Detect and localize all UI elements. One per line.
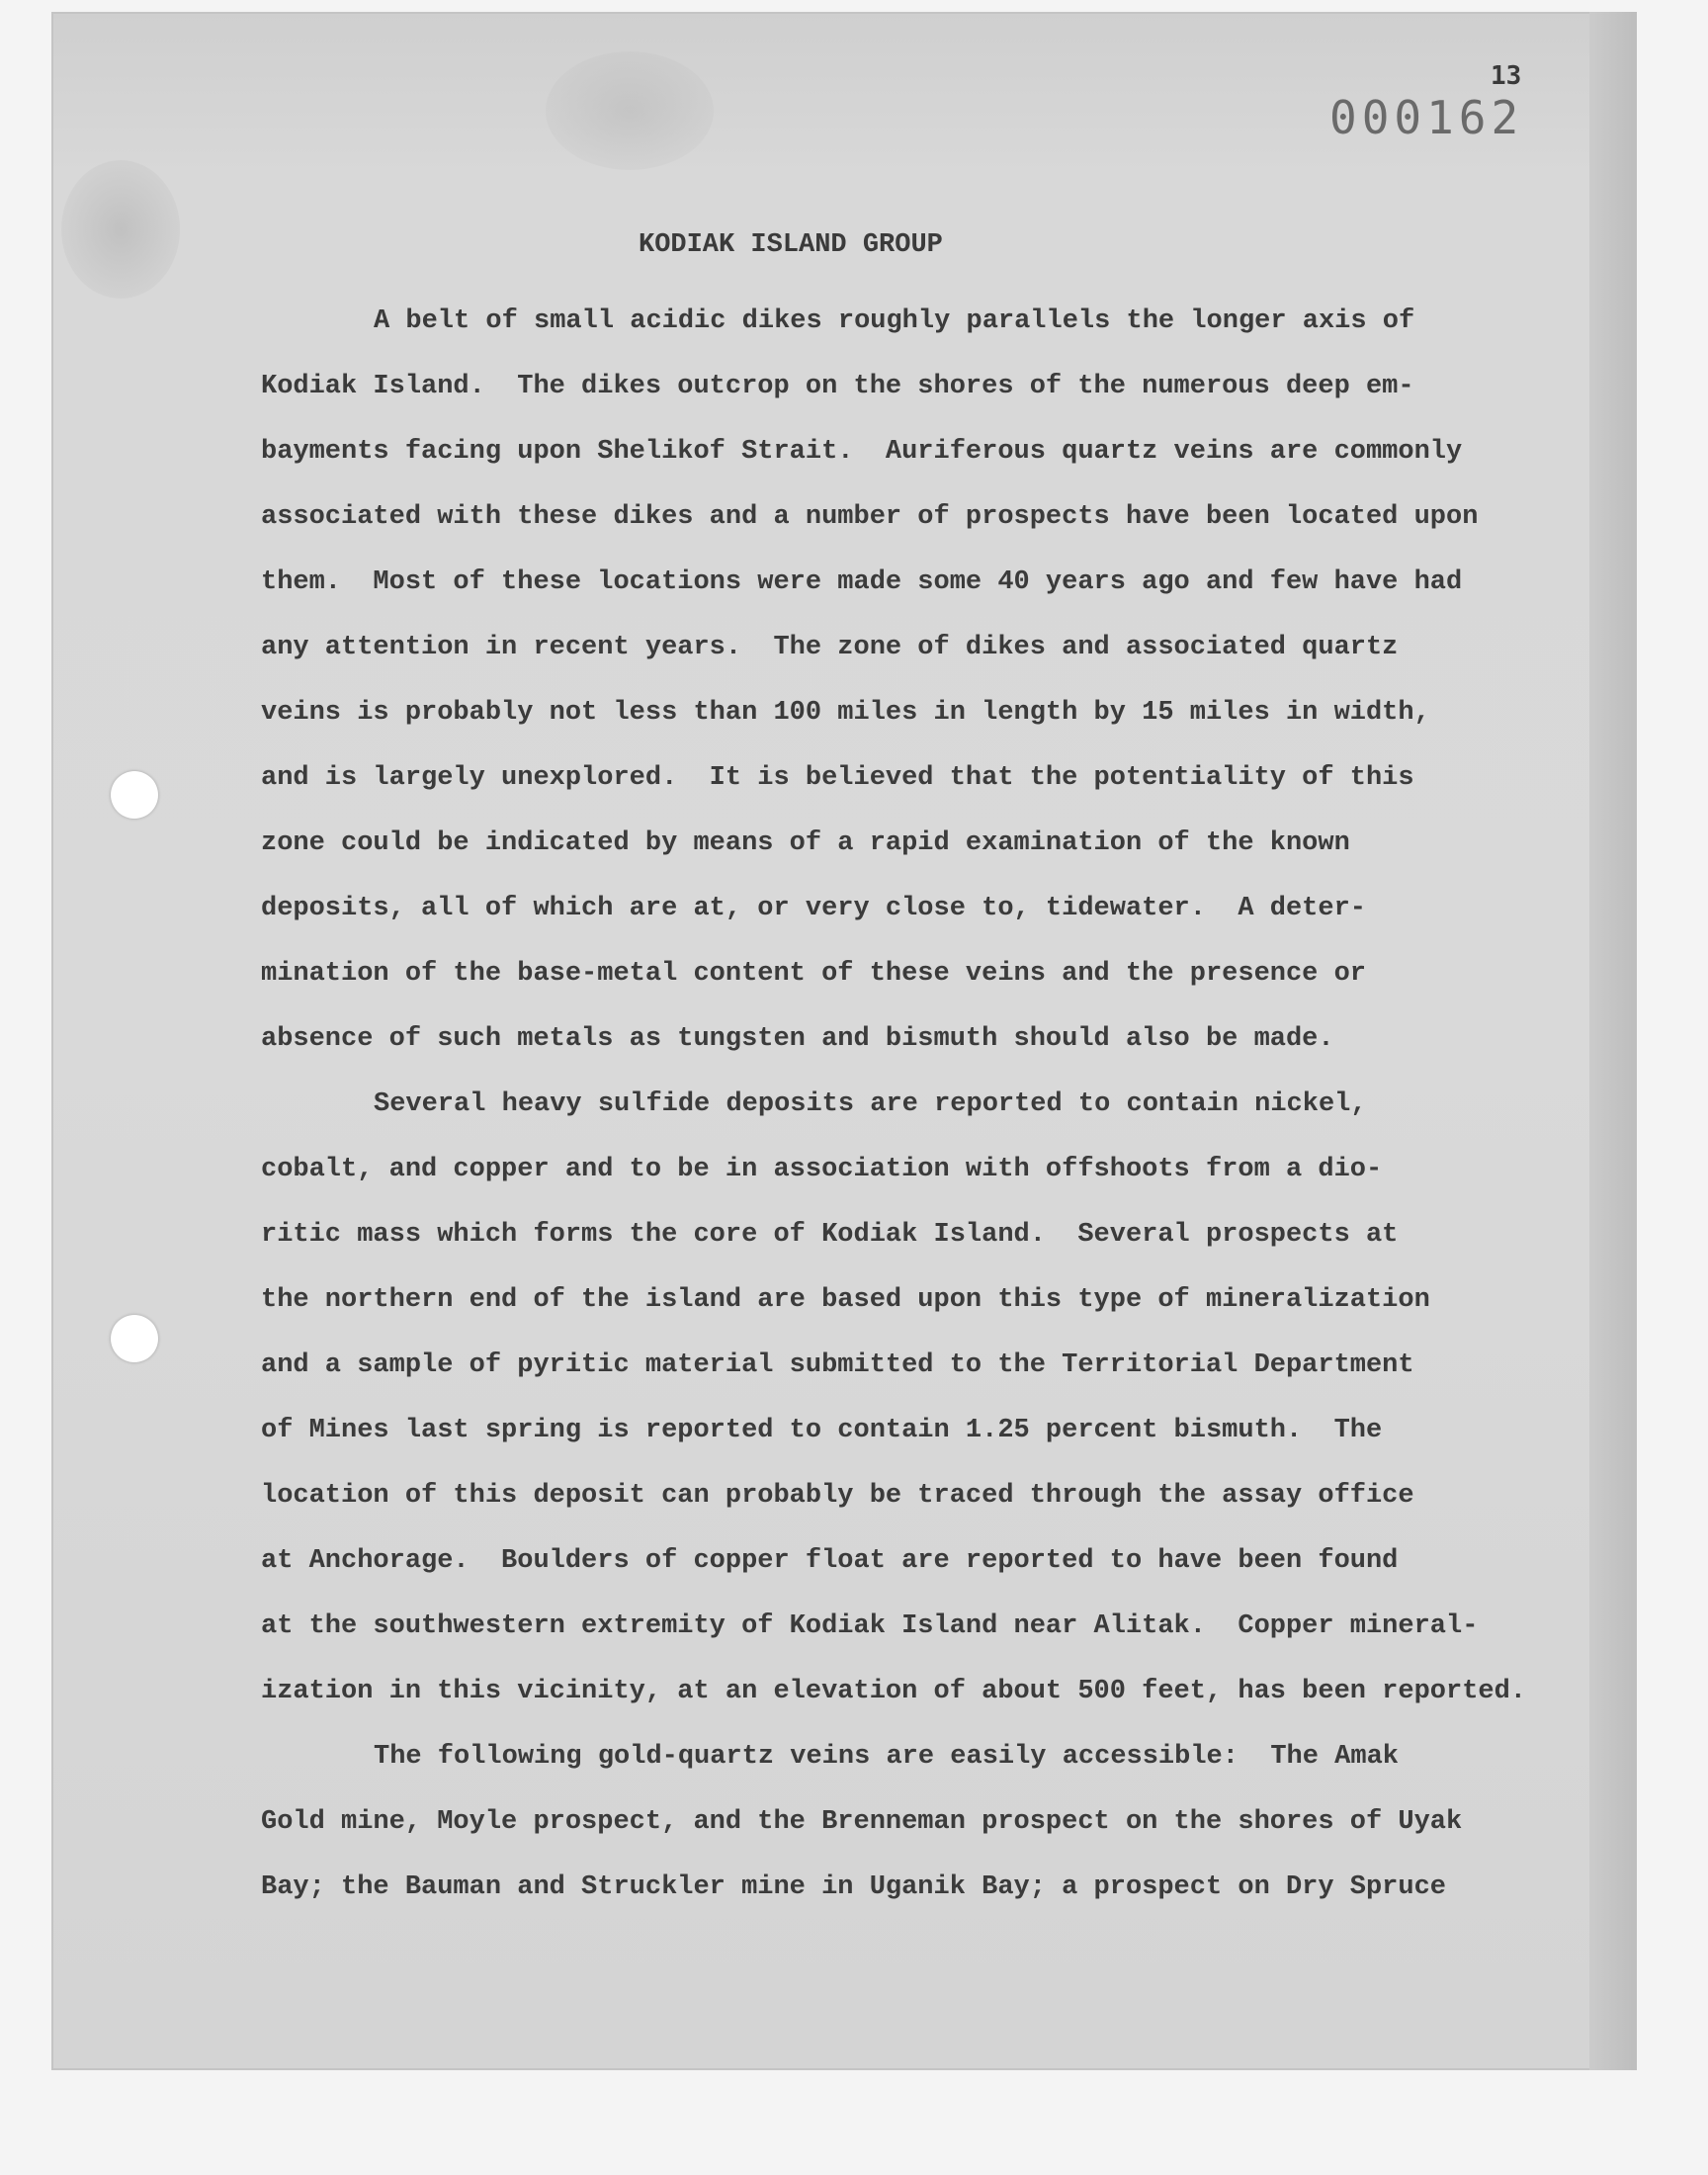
- text-line: A belt of small acidic dikes roughly parallels the longer axis of: [374, 306, 1415, 336]
- text-line: the northern end of the island are based upon this type of mineralization: [261, 1285, 1430, 1315]
- document-title: KODIAK ISLAND GROUP: [639, 230, 943, 260]
- text-line: Gold mine, Moyle prospect, and the Brenneman prospect on the shores of Uyak: [261, 1807, 1463, 1837]
- text-line: location of this deposit can probably be traced through the assay office: [261, 1481, 1414, 1511]
- page-smudge: [546, 51, 714, 170]
- text-line: bayments facing upon Shelikof Strait. Auriferous quartz veins are commonly: [261, 437, 1463, 467]
- text-line: cobalt, and copper and to be in association with offshoots from a dio-: [261, 1155, 1383, 1184]
- page-number: 13: [1491, 61, 1522, 91]
- text-line: mination of the base-metal content of these veins and the presence or: [261, 959, 1366, 989]
- text-line: zone could be indicated by means of a rapid examination of the known: [261, 828, 1350, 858]
- stamped-document-number: 000162: [1329, 91, 1524, 144]
- text-line: Kodiak Island. The dikes outcrop on the shores of the numerous deep em-: [261, 372, 1414, 401]
- text-line: and a sample of pyritic material submitted to the Territorial Department: [261, 1350, 1414, 1380]
- text-line: at the southwestern extremity of Kodiak Island near Alitak. Copper mineral-: [261, 1611, 1479, 1641]
- text-line: ization in this vicinity, at an elevation of about 500 feet, has been reported.: [261, 1677, 1527, 1706]
- text-line: Several heavy sulfide deposits are reported to contain nickel,: [374, 1089, 1367, 1119]
- punch-hole: [111, 1315, 158, 1362]
- punch-hole: [111, 771, 158, 819]
- text-line: them. Most of these locations were made some 40 years ago and few have had: [261, 567, 1463, 597]
- page-edge-shadow: [1589, 12, 1637, 2070]
- text-line: at Anchorage. Boulders of copper float are reported to have been found: [261, 1546, 1399, 1576]
- text-line: Bay; the Bauman and Struckler mine in Uganik Bay; a prospect on Dry Spruce: [261, 1872, 1446, 1902]
- text-line: of Mines last spring is reported to contain 1.25 percent bismuth. The: [261, 1416, 1383, 1445]
- text-line: absence of such metals as tungsten and bismuth should also be made.: [261, 1024, 1334, 1054]
- page-smudge: [61, 160, 180, 299]
- text-line: and is largely unexplored. It is believed that the potentiality of this: [261, 763, 1414, 793]
- text-line: any attention in recent years. The zone of dikes and associated quartz: [261, 633, 1399, 662]
- text-line: ritic mass which forms the core of Kodiak Island. Several prospects at: [261, 1220, 1399, 1250]
- text-line: deposits, all of which are at, or very close to, tidewater. A deter-: [261, 894, 1366, 923]
- text-line: veins is probably not less than 100 miles in length by 15 miles in width,: [261, 698, 1430, 728]
- text-line: The following gold-quartz veins are easily accessible: The Amak: [374, 1742, 1399, 1772]
- text-line: associated with these dikes and a number of prospects have been located upon: [261, 502, 1479, 532]
- document-body: [261, 289, 1585, 1920]
